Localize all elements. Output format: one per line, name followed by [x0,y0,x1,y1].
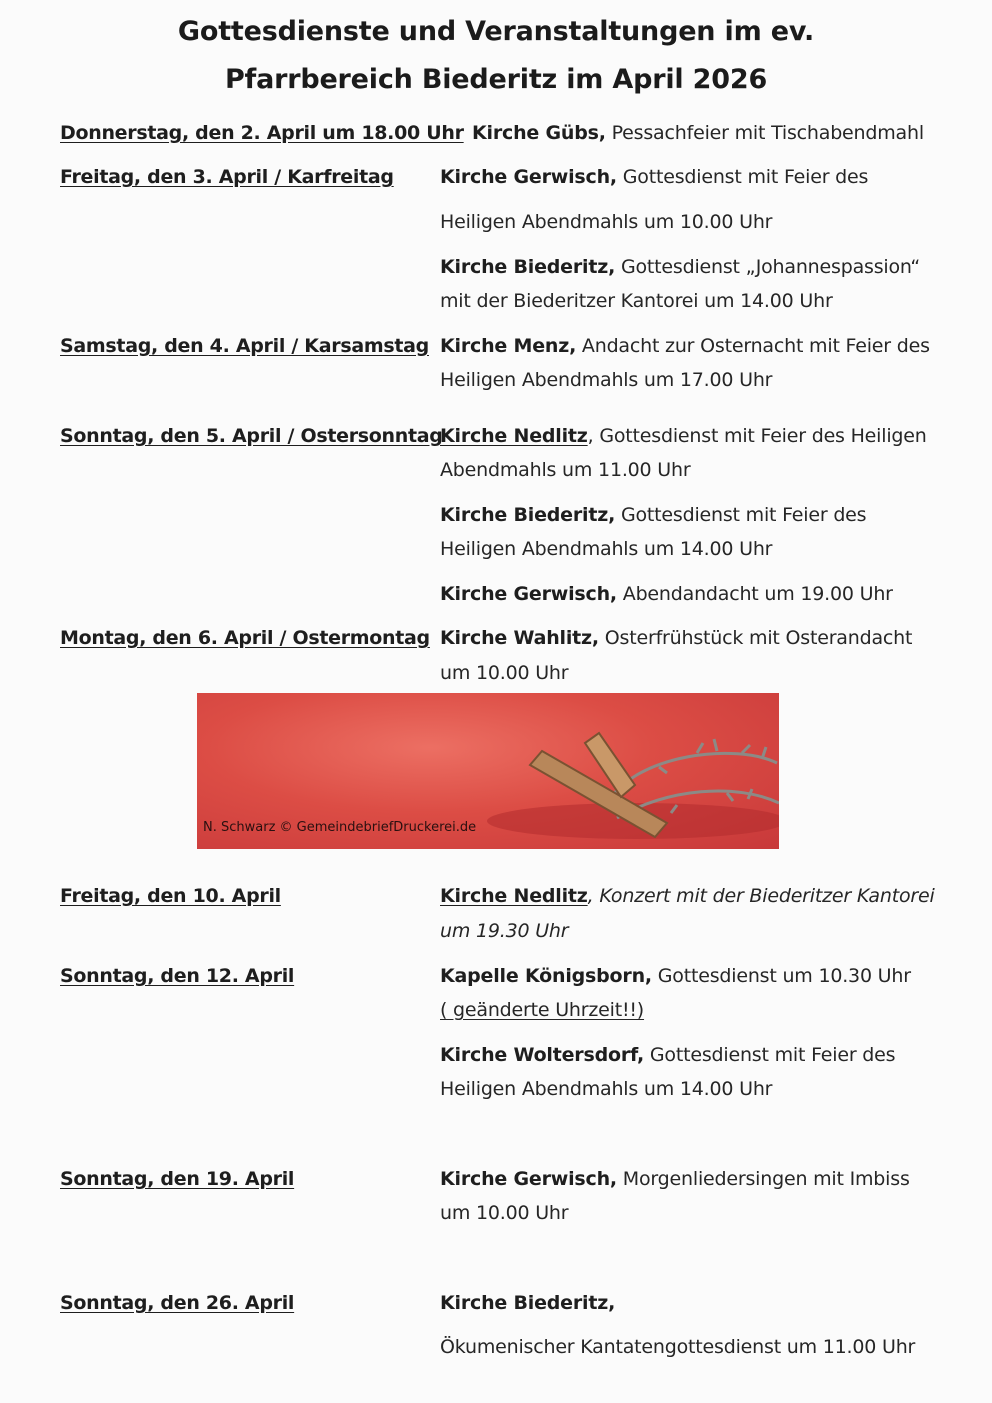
event-place: Kapelle Königsborn, [440,965,652,987]
event-line: Heiligen Abendmahls um 17.00 Uhr [440,369,773,391]
event-date: Freitag, den 3. April / Karfreitag [60,166,394,188]
event-text: Gottesdienst mit Feier des [644,1044,896,1066]
event-date: Donnerstag, den 2. April um 18.00 Uhr [60,122,464,144]
event-line: Heiligen Abendmahls um 14.00 Uhr [440,538,773,560]
event-line [472,122,924,144]
event-text: Osterfrühstück mit Osterandacht [598,627,913,649]
event-line [440,504,866,526]
event-place: Kirche Menz, [440,335,577,357]
event-date: Montag, den 6. April / Ostermontag [60,627,430,649]
event-line: mit der Biederitzer Kantorei um 14.00 Uhr [440,290,833,312]
event-line [440,1168,910,1190]
event-place: Kirche Gerwisch, [440,1168,617,1190]
event-line: Abendmahls um 11.00 Uhr [440,459,691,481]
event-text: Gottesdienst „Johannespassion“ [615,256,921,278]
page-title-line1: Gottesdienste und Veranstaltungen im ev. [177,16,815,47]
event-line [440,1044,895,1066]
event-date: Sonntag, den 12. April [60,965,295,987]
event-line: Ökumenischer Kantatengottesdienst um 11.00 Uhr [440,1336,916,1358]
event-place: Kirche Biederitz, [440,504,616,526]
event-place: Kirche Nedlitz [440,425,588,447]
event-text: Abendandacht um 19.00 Uhr [616,583,893,605]
event-date: Freitag, den 10. April [60,885,281,907]
event-line [440,965,911,987]
page-title-line2: Pfarrbereich Biederitz im April 2026 [224,64,768,95]
event-line [440,425,927,447]
event-text: Gottesdienst mit Feier des [615,504,867,526]
event-line [440,166,868,188]
event-place: Kirche Gübs, [472,122,606,144]
event-place: Kirche Biederitz, [440,1292,616,1314]
event-date: Sonntag, den 19. April [60,1168,295,1190]
event-place: Kirche Biederitz, [440,256,616,278]
event-text: Gottesdienst mit Feier des [616,166,869,188]
event-line: um 10.00 Uhr [440,1202,569,1224]
event-line [440,335,930,357]
event-place: Kirche Woltersdorf, [440,1044,645,1066]
event-place: Kirche Gerwisch, [440,583,617,605]
event-line [440,1292,615,1314]
image-credit: N. Schwarz © GemeindebriefDruckerei.de [203,820,477,835]
event-place: Kirche Nedlitz [440,885,588,907]
event-text: Morgenliedersingen mit Imbiss [616,1168,910,1190]
event-line: Heiligen Abendmahls um 14.00 Uhr [440,1078,773,1100]
event-text: Gottesdienst um 10.30 Uhr [651,965,911,987]
event-line [440,583,893,605]
event-date: Sonntag, den 5. April / Ostersonntag [60,425,443,447]
event-date: Sonntag, den 26. April [60,1292,295,1314]
event-date: Samstag, den 4. April / Karsamstag [60,335,429,357]
event-text: , Konzert mit der Biederitzer Kantorei [587,885,935,907]
event-line [440,885,935,907]
event-place: Kirche Wahlitz, [440,627,599,649]
event-text: , Gottesdienst mit Feier des Heiligen [587,425,927,447]
event-line [440,627,912,649]
event-line: um 19.30 Uhr [440,920,569,942]
event-line [440,256,920,278]
event-line: Heiligen Abendmahls um 10.00 Uhr [440,211,773,233]
event-text: Pessachfeier mit Tischabendmahl [605,122,924,144]
event-line: um 10.00 Uhr [440,662,569,684]
event-note: ( geänderte Uhrzeit!!) [440,999,645,1021]
event-text: Andacht zur Osternacht mit Feier des [576,335,930,357]
event-place: Kirche Gerwisch, [440,166,617,188]
easter-cross-banner [197,693,779,849]
